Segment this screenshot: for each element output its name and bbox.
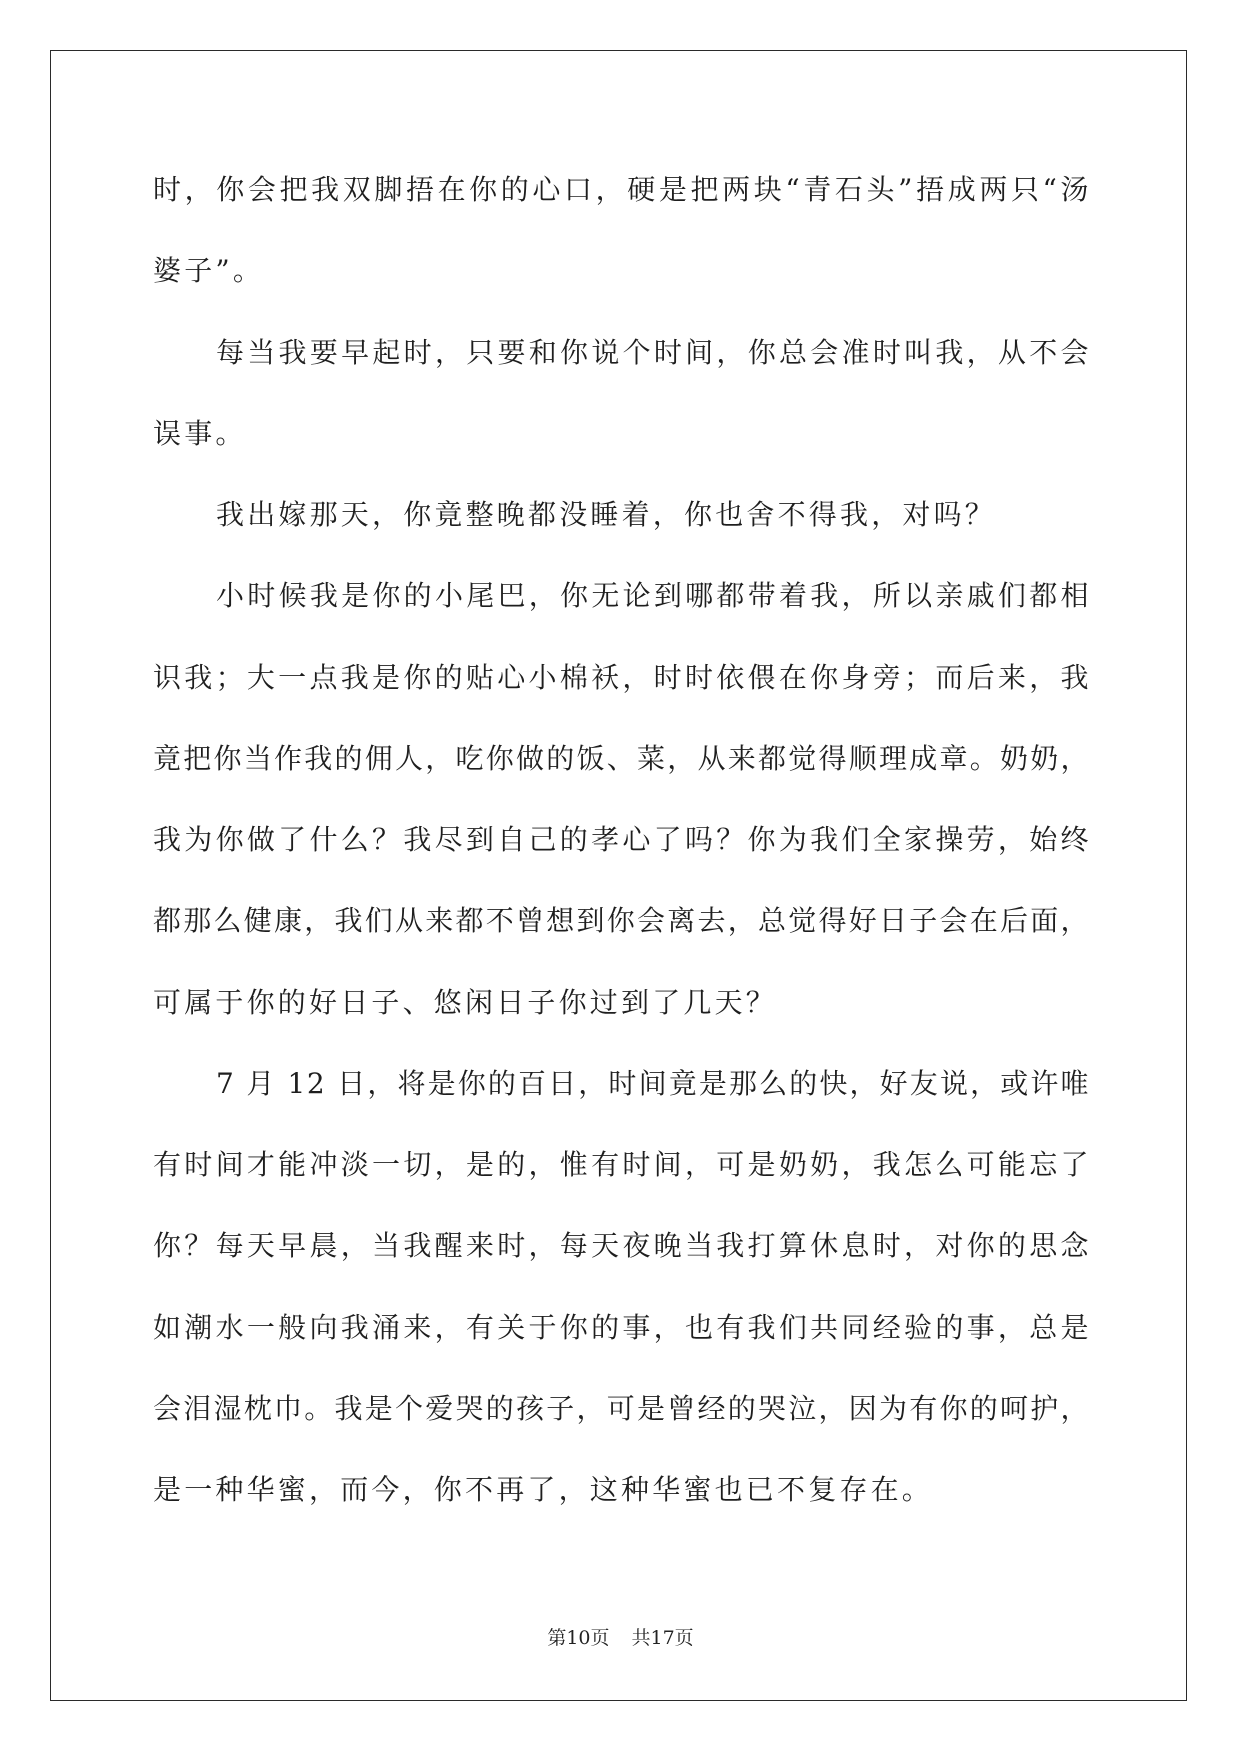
current-page-label: 第10页 <box>547 1627 610 1649</box>
paragraph-5-line-4: 如潮水一般向我涌来，有关于你的事，也有我们共同经验的事，总是 <box>153 1310 1090 1344</box>
page-footer <box>0 1624 1241 1652</box>
paragraph-5-line-1: 7 月 12 日，将是你的百日，时间竟是那么的快，好友说，或许唯 <box>216 1066 1090 1100</box>
paragraph-2-line-1: 每当我要早起时，只要和你说个时间，你总会准时叫我，从不会 <box>216 335 1090 369</box>
paragraph-4-line-2: 识我；大一点我是你的贴心小棉袄，时时依偎在你身旁；而后来，我 <box>153 660 1090 694</box>
paragraph-4-line-5: 都那么健康，我们从来都不曾想到你会离去，总觉得好日子会在后面， <box>153 904 1090 938</box>
document-body <box>153 149 1090 1530</box>
paragraph-4-line-6: 可属于你的好日子、悠闲日子你过到了几天？ <box>153 985 778 1019</box>
total-pages-label: 共17页 <box>631 1627 694 1649</box>
paragraph-4-line-1: 小时候我是你的小尾巴，你无论到哪都带着我，所以亲戚们都相 <box>216 579 1090 613</box>
paragraph-3-line-1: 我出嫁那天，你竟整晚都没睡着，你也舍不得我，对吗？ <box>216 498 997 531</box>
paragraph-1-line-2: 婆子”。 <box>153 254 265 288</box>
paragraph-5-line-5: 会泪湿枕巾。我是个爱哭的孩子，可是曾经的哭泣，因为有你的呵护， <box>153 1391 1090 1425</box>
paragraph-2-line-2: 误事。 <box>153 416 247 450</box>
paragraph-4-line-4: 我为你做了什么？我尽到自己的孝心了吗？你为我们全家操劳，始终 <box>153 823 1090 856</box>
paragraph-5-line-2: 有时间才能冲淡一切，是的，惟有时间，可是奶奶，我怎么可能忘了 <box>153 1148 1090 1181</box>
paragraph-1-line-1: 时，你会把我双脚捂在你的心口，硬是把两块“青石头”捂成两只“汤 <box>153 173 1090 206</box>
paragraph-4-line-3: 竟把你当作我的佣人，吃你做的饭、菜，从来都觉得顺理成章。奶奶， <box>153 741 1090 775</box>
paragraph-5-line-3: 你？每天早晨，当我醒来时，每天夜晚当我打算休息时，对你的思念 <box>153 1229 1090 1263</box>
paragraph-5-line-6: 是一种华蜜，而今，你不再了，这种华蜜也已不复存在。 <box>153 1473 934 1506</box>
